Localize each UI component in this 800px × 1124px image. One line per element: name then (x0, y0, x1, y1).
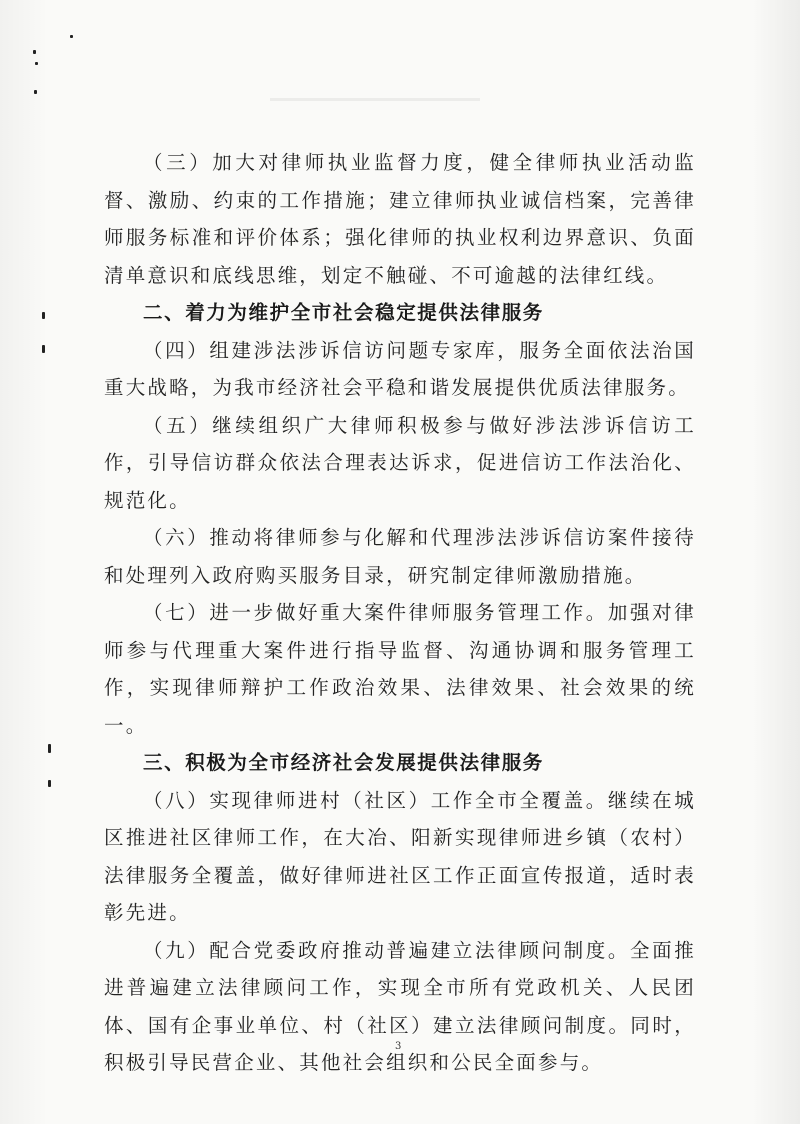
scan-mark (42, 345, 45, 353)
paragraph-9: （九）配合党委政府推动普遍建立法律顾问制度。全面推进普遍建立法律顾问工作，实现全市所有党政机关、人民团体、国有企事业单位、村（社区）建立法律顾问制度。同时，积极引导民营企业、其他社会组织和公民全面参与。 (104, 938, 696, 1074)
scan-mark (42, 312, 45, 319)
paragraph-4: （四）组建涉法涉诉信访问题专家库，服务全面依法治国重大战略，为我市经济社会平稳和谐发展提供优质法律服务。 (104, 338, 696, 399)
scan-mark (34, 90, 37, 94)
scan-mark (33, 50, 36, 54)
scan-mark (70, 35, 73, 38)
page-number: 3 (395, 1041, 402, 1052)
paragraph-5: （五）继续组织广大律师积极参与做好涉法涉诉信访工作，引导信访群众依法合理表达诉求，促进信访工作法治化、规范化。 (104, 413, 696, 512)
scan-mark (48, 744, 51, 753)
paragraph-6: （六）推动将律师参与化解和代理涉法涉诉信访案件接待和处理列入政府购买服务目录，研究制定律师激励措施。 (104, 526, 696, 587)
scan-mark (48, 780, 51, 787)
paragraph-8: （八）实现律师进村（社区）工作全市全覆盖。继续在城区推进社区律师工作，在大冶、阳新实现律师进乡镇（农村）法律服务全覆盖，做好律师进社区工作正面宣传报道，适时表彰先进。 (104, 788, 696, 924)
scan-mark (35, 62, 38, 65)
paragraph-7: （七）进一步做好重大案件律师服务管理工作。加强对律师参与代理重大案件进行指导监督、沟通协调和服务管理工作，实现律师辩护工作政治效果、法律效果、社会效果的统一。 (104, 601, 696, 737)
section-heading-2: 二、着力为维护全市社会稳定提供法律服务 (143, 301, 544, 324)
document-body (104, 144, 696, 1082)
section-heading-3: 三、积极为全市经济社会发展提供法律服务 (143, 751, 544, 774)
paragraph-3: （三）加大对律师执业监督力度，健全律师执业活动监督、激励、约束的工作措施；建立律师执业诚信档案，完善律师服务标准和评价体系；强化律师的执业权利边界意识、负面清单意识和底线思维，划定不触碰、不可逾越的法律红线。 (104, 151, 696, 287)
scan-artifact (270, 98, 480, 101)
